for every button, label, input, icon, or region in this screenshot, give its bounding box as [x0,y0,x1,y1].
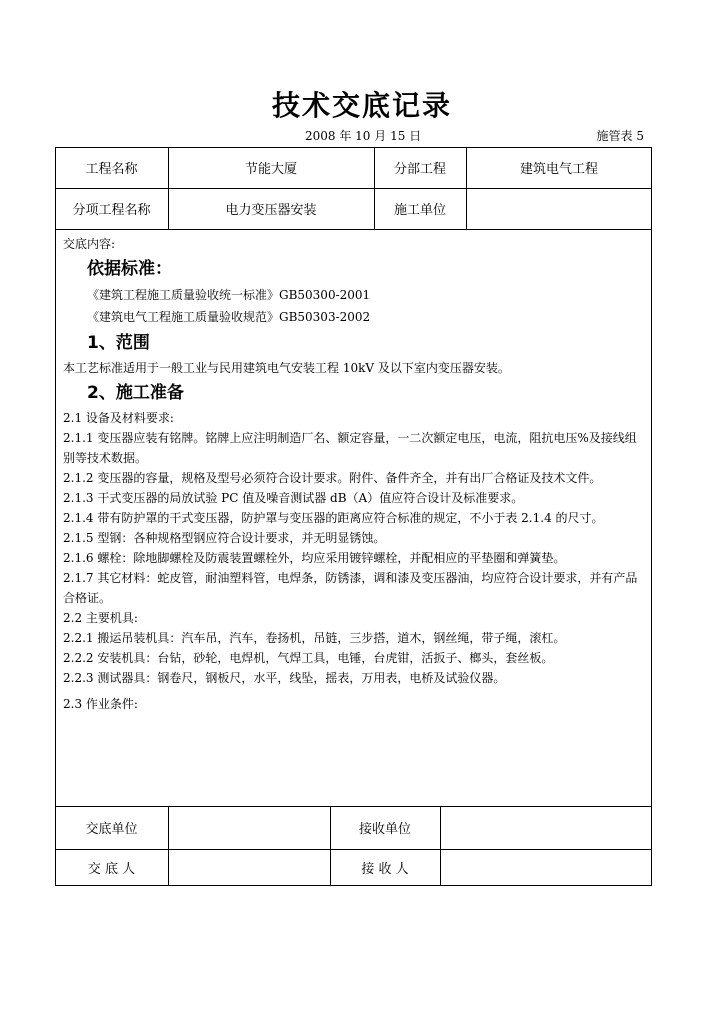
handover-person-value [168,849,330,886]
handover-content [63,236,643,714]
document-date: 2008 年 10 月 15 日 [305,129,422,143]
content-line: 2.2.3 测试器具：钢卷尺，钢板尺，水平，线坠，摇表，万用表，电桥及试验仪器。 [63,671,506,685]
content-line: 2.3 作业条件: [63,697,138,711]
receiver-label: 接 收 人 [361,862,409,877]
prep-heading: 2、施工准备 [87,383,184,403]
project-name-value: 节能大厦 [244,162,297,177]
construction-unit-label: 施工单位 [393,203,446,218]
row-divider [55,229,652,230]
document-title: 技术交底记录 [271,89,452,122]
receiving-unit-label: 接收单位 [358,822,411,837]
receiving-unit-value [440,806,652,849]
standard-item: 《建筑电气工程施工质量验收规范》GB50303-2002 [87,310,371,324]
project-name-label: 工程名称 [85,162,138,177]
content-line: 2.1 设备及材料要求: [63,411,174,425]
handover-unit-label: 交底单位 [85,822,138,837]
content-line: 2.2.1 搬运吊装机具：汽车吊，汽车，卷扬机，吊链，三步搭，道木，钢丝绳，带子绳，滚杠。 [63,631,566,645]
content-line: 2.1.6 螺栓：除地脚螺栓及防震装置螺栓外，均应采用镀锌螺栓，并配相应的平垫圈和弹簧垫。 [63,551,566,565]
scope-text: 本工艺标准适用于一般工业与民用建筑电气安装工程 10kV 及以下室内变压器安装。 [63,361,510,375]
content-line: 2.1.3 干式变压器的局放试验 PC 值及噪音测试器 dB（A）值应符合设计及标准要求。 [63,491,524,505]
subproject-value: 建筑电气工程 [519,162,598,177]
handover-unit-value [168,806,330,849]
construction-unit-value [466,188,652,229]
item-project-value: 电力变压器安装 [225,203,317,218]
basis-heading: 依据标准： [87,259,172,279]
scope-heading: 1、范围 [87,333,150,353]
content-line: 2.1.1 变压器应装有铭牌。铭牌上应注明制造厂名、额定容量，一二次额定电压，电流，阻抗电压%及接线组别等技术数据。 [63,431,637,465]
subproject-label: 分部工程 [393,162,446,177]
content-label: 交底内容: [63,237,116,251]
form-number: 施管表 5 [596,129,644,143]
content-line: 2.2.2 安装机具：台钻，砂轮，电焊机，气焊工具，电锤，台虎钳，活扳子、榔头，套丝板。 [63,651,554,665]
item-project-label: 分项工程名称 [72,203,151,218]
content-line: 2.1.4 带有防护罩的干式变压器，防护罩与变压器的距离应符合标准的规定，不小于表 2.1.4 的尺寸。 [63,511,604,525]
content-line: 2.1.5 型钢：各种规格型钢应符合设计要求，并无明显锈蚀。 [63,531,386,545]
content-line: 2.2 主要机具: [63,611,138,625]
content-line: 2.1.7 其它材料：蛇皮管，耐油塑料管，电焊条，防锈漆，调和漆及变压器油，均应符合设计要求，并有产品合格证。 [63,571,638,605]
handover-person-label: 交 底 人 [87,862,136,877]
standard-item: 《建筑工程施工质量验收统一标准》GB50300-2001 [87,288,371,302]
receiver-value [440,849,652,886]
content-line: 2.1.2 变压器的容量，规格及型号必须符合设计要求。附件、备件齐全，并有出厂合格证及技术文件。 [63,471,602,485]
